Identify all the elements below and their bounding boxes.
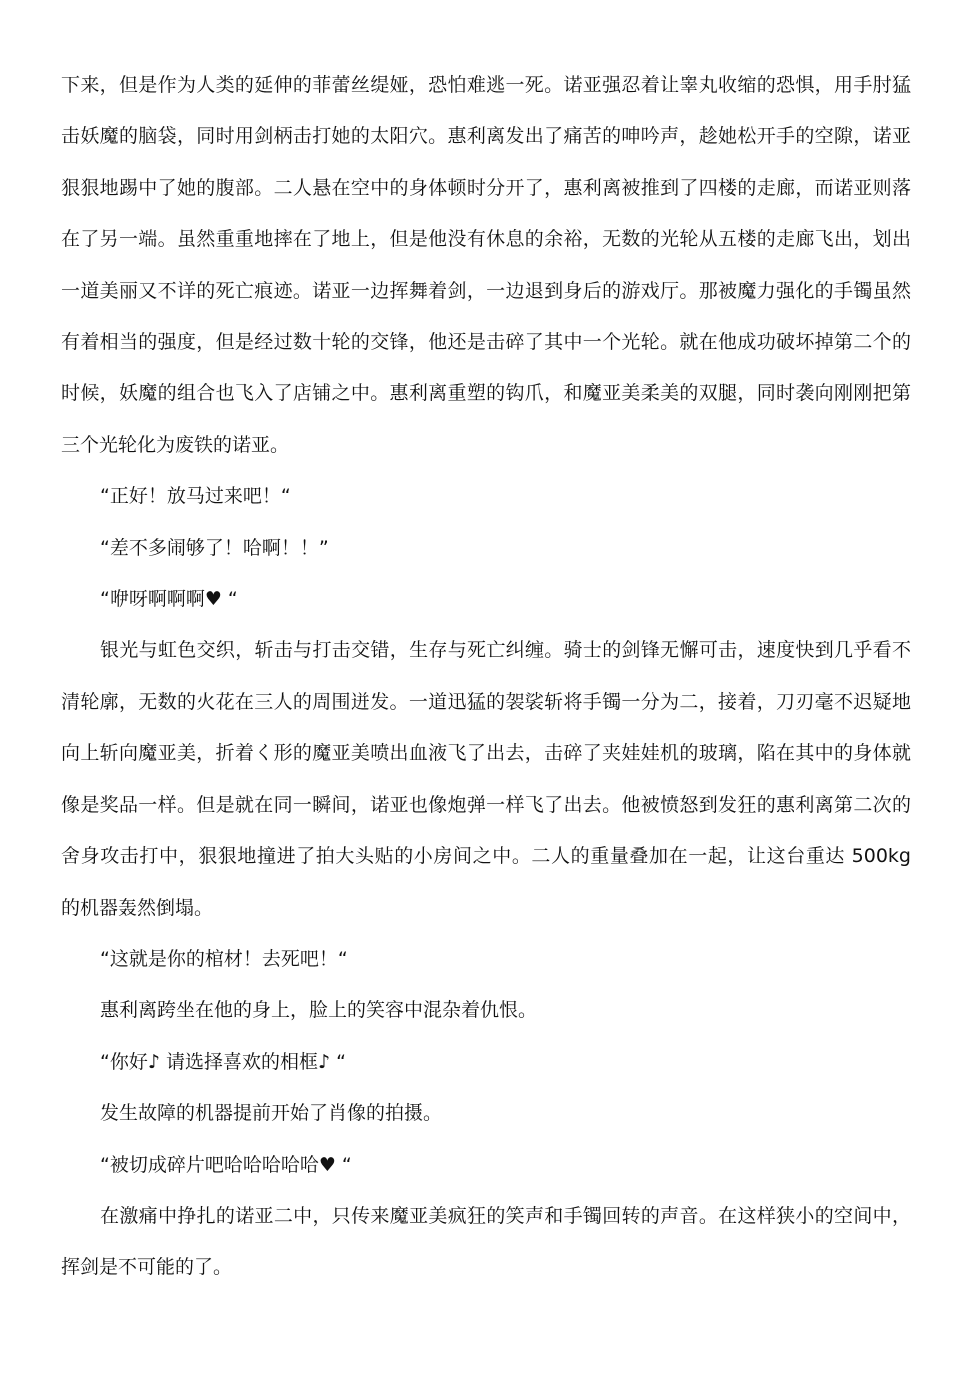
- paragraph-11: 在激痛中挣扎的诺亚二中，只传来魔亚美疯狂的笑声和手镯回转的声音。在这样狭小的空间中，挥剑是不可能的了。: [61, 1204, 911, 1279]
- document-page: [61, 60, 911, 1294]
- paragraph-5: 银光与虹色交织，斩击与打击交错，生存与死亡纠缠。骑士的剑锋无懈可击，速度快到几乎看不清轮廓，无数的火花在三人的周围迸发。一道迅猛的袈裟斩将手镯一分为二，接着，刀刃毫不迟疑地向上斩向魔亚美，折着く形的魔亚美喷出血液飞了出去，击碎了夹娃娃机的玻璃，陷在其中的身体就像是奖品一样。但是就在同一瞬间，诺亚也像炮弹一样飞了出去。他被愤怒到发狂的惠利离第二次的舍身攻击打中，狠狠地撞进了拍大头贴的小房间之中。二人的重量叠加在一起，让这台重达 500kg 的机器轰然倒塌。: [61, 639, 911, 919]
- paragraph-8: “你好♪ 请选择喜欢的相框♪ “: [100, 1050, 347, 1073]
- paragraph-7: 惠利离跨坐在他的身上，脸上的笑容中混杂着仇恨。: [100, 999, 538, 1022]
- paragraph-4: “咿呀啊啊啊♥ “: [100, 588, 238, 611]
- paragraph-3: “差不多闹够了！哈啊！！”: [100, 536, 329, 559]
- paragraph-9: 发生故障的机器提前开始了肖像的拍摄。: [100, 1102, 443, 1125]
- paragraph-2: “正好！放马过来吧！“: [100, 485, 291, 508]
- paragraph-10: “被切成碎片吧哈哈哈哈哈♥ “: [100, 1153, 352, 1176]
- paragraph-1: 下来，但是作为人类的延伸的菲蕾丝缇娅，恐怕难逃一死。诺亚强忍着让睾丸收缩的恐惧，用手肘猛击妖魔的脑袋，同时用剑柄击打她的太阳穴。惠利离发出了痛苦的呻吟声，趁她松开手的空隙，诺亚狠狠地踢中了她的腹部。二人悬在空中的身体顿时分开了，惠利离被推到了四楼的走廊，而诺亚则落在了另一端。虽然重重地摔在了地上，但是他没有休息的余裕，无数的光轮从五楼的走廊飞出，划出一道美丽又不详的死亡痕迹。诺亚一边挥舞着剑，一边退到身后的游戏厅。那被魔力强化的手镯虽然有着相当的强度，但是经过数十轮的交锋，他还是击碎了其中一个光轮。就在他成功破坏掉第二个的时候，妖魔的组合也飞入了店铺之中。惠利离重塑的钩爪，和魔亚美柔美的双腿，同时袭向刚刚把第三个光轮化为废铁的诺亚。: [61, 74, 911, 456]
- paragraph-6: “这就是你的棺材！去死吧！“: [100, 947, 348, 970]
